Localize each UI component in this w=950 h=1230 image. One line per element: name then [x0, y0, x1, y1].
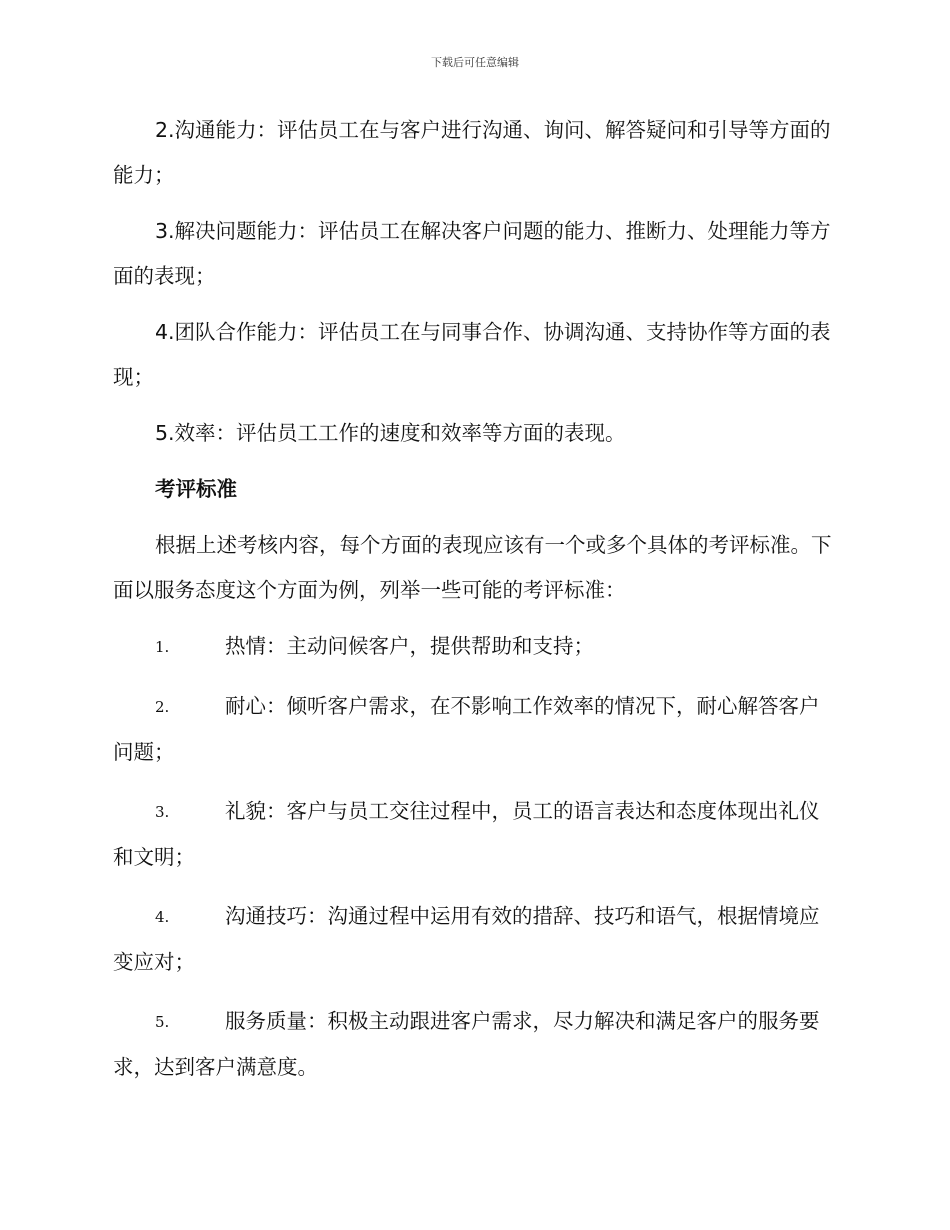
list-item: [113, 789, 833, 880]
list-item-text: 热情：主动问候客户，提供帮助和支持；: [225, 634, 594, 658]
list-item: [113, 624, 833, 670]
page-header: 下载后可任意编辑: [431, 56, 519, 69]
list-item-number: 1.: [155, 638, 170, 656]
paragraph-problem-solving: 3.解决问题能力：评估员工在解决客户问题的能力、推断力、处理能力等方面的表现；: [113, 219, 831, 288]
paragraph-teamwork: 4.团队合作能力：评估员工在与同事合作、协调沟通、支持协作等方面的表现；: [113, 320, 831, 389]
list-item: [113, 999, 833, 1090]
list-item: [113, 684, 833, 775]
paragraph-communication: 2.沟通能力：评估员工在与客户进行沟通、询问、解答疑问和引导等方面的能力；: [113, 118, 831, 187]
criteria-list: [113, 624, 833, 1090]
list-item-number: 4.: [155, 908, 170, 926]
list-item-number: 3.: [155, 803, 170, 821]
list-item-text: 耐心：倾听客户需求，在不影响工作效率的情况下，耐心解答客户问题；: [113, 694, 820, 764]
list-item: [113, 894, 833, 985]
section-heading: 考评标准: [155, 477, 237, 501]
list-item-text: 沟通技巧：沟通过程中运用有效的措辞、技巧和语气，根据情境应变应对；: [113, 904, 820, 974]
document-body: [113, 108, 833, 1104]
list-item-number: 5.: [155, 1013, 170, 1031]
list-item-number: 2.: [155, 698, 170, 716]
paragraph-intro: 根据上述考核内容，每个方面的表现应该有一个或多个具体的考评标准。下面以服务态度这个方面为例，列举一些可能的考评标准：: [113, 533, 832, 602]
list-item-text: 服务质量：积极主动跟进客户需求，尽力解决和满足客户的服务要求，达到客户满意度。: [113, 1009, 820, 1079]
list-item-text: 礼貌：客户与员工交往过程中，员工的语言表达和态度体现出礼仪和文明；: [113, 799, 820, 869]
paragraph-efficiency: 5.效率：评估员工工作的速度和效率等方面的表现。: [155, 421, 626, 445]
